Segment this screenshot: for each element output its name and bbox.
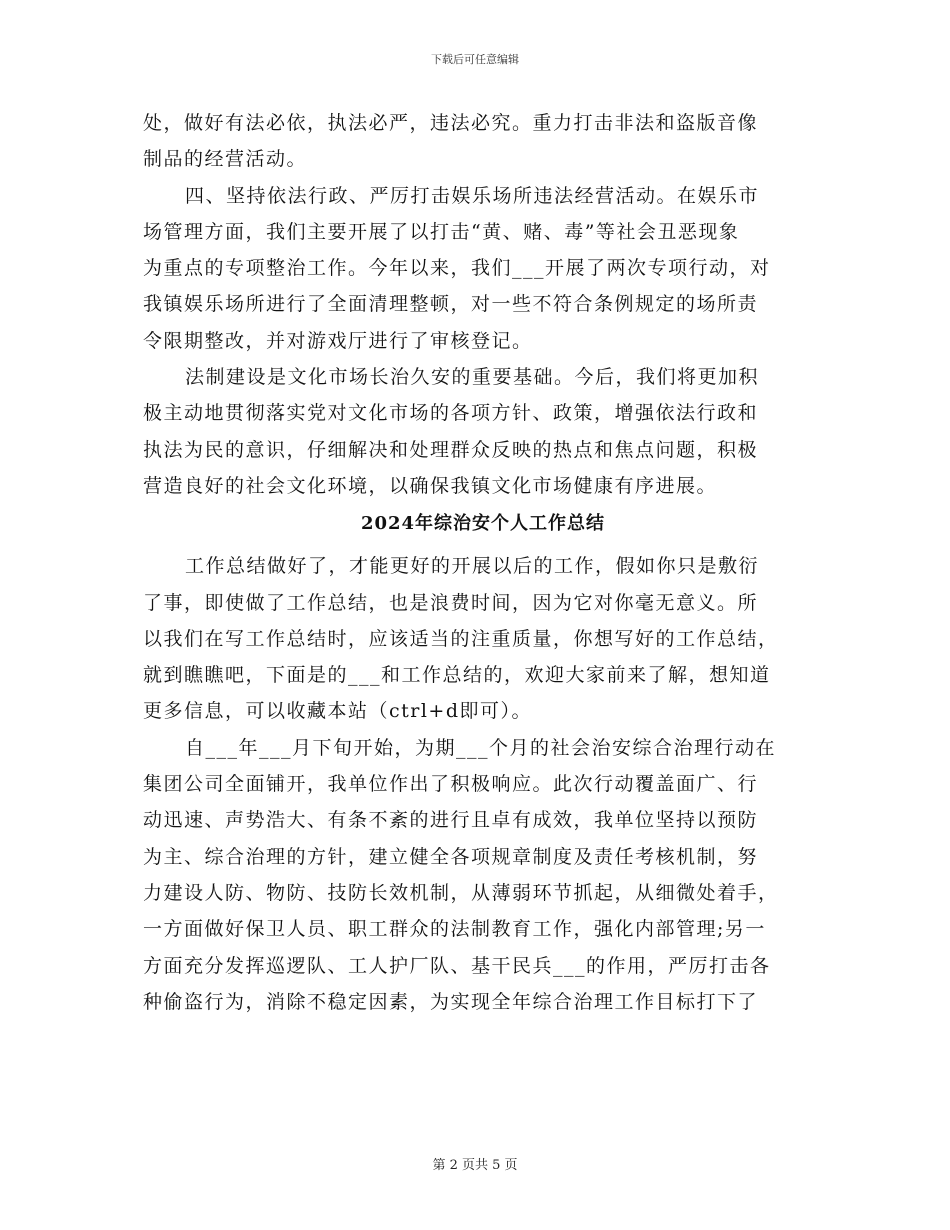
paragraph-security-action — [143, 730, 823, 1020]
paragraph-intro — [143, 548, 823, 729]
text-line: 种偷盗行为，消除不稳定因素，为实现全年综合治理工作目标打下了 — [143, 990, 759, 1013]
text-line: 处，做好有法必依，执法必严，违法必究。重力打击非法和盗版音像 — [143, 112, 759, 134]
text-line: 动迅速、声势浩大、有条不紊的进行且卓有成效，我单位坚持以预防 — [143, 809, 759, 832]
text-line: 方面充分发挥巡逻队、工人护厂队、基干民兵___的作用，严厉打击各 — [143, 954, 771, 977]
paragraph-continuation — [143, 105, 823, 178]
text-line: 了事，即使做了工作总结，也是浪费时间，因为它对你毫无意义。所 — [143, 591, 759, 614]
paragraph-entertainment-management — [143, 178, 823, 359]
section-heading: 2024年综治安个人工作总结 — [360, 513, 606, 535]
document-body — [143, 105, 823, 1020]
text-line: 力建设人防、物防、技防长效机制，从薄弱环节抓起，从细微处着手， — [143, 881, 779, 904]
text-line: 我镇娱乐场所进行了全面清理整顿，对一些不符合条例规定的场所责 — [143, 293, 759, 316]
text-line: 场管理方面，我们主要开展了以打击“黄、赌、毒”等社会丑恶现象 — [143, 220, 740, 243]
paragraph-legal-construction — [143, 359, 823, 504]
text-line: 就到瞧瞧吧，下面是的___和工作总结的，欢迎大家前来了解，想知道 — [143, 664, 771, 687]
text-line: 为主、综合治理的方针，建立健全各项规章制度及责任考核机制，努 — [143, 845, 759, 868]
text-line: 法制建设是文化市场长治久安的重要基础。今后，我们将更加积 — [185, 366, 760, 389]
text-line: 执法为民的意识，仔细解决和处理群众反映的热点和焦点问题，积极 — [143, 438, 759, 461]
text-line: 为重点的专项整治工作。今年以来，我们___开展了两次专项行动，对 — [143, 257, 771, 280]
text-line: 四、坚持依法行政、严厉打击娱乐场所违法经营活动。在娱乐市 — [185, 184, 760, 207]
text-line: 制品的经营活动。 — [143, 148, 308, 171]
text-line: 更多信息，可以收藏本站（ctrl+d即可）。 — [143, 700, 533, 723]
text-line: 以我们在写工作总结时，应该适当的注重质量，你想写好的工作总结， — [143, 627, 779, 650]
text-line: 自___年___月下旬开始，为期___个月的社会治安综合治理行动在 — [185, 736, 777, 759]
text-line: 营造良好的社会文化环境，以确保我镇文化市场健康有序进展。 — [143, 474, 718, 497]
text-line: 极主动地贯彻落实党对文化市场的各项方针、政策，增强依法行政和 — [143, 402, 759, 425]
page-header: 下载后可任意编辑 — [431, 53, 519, 66]
text-line: 工作总结做好了，才能更好的开展以后的工作，假如你只是敷衍 — [185, 555, 760, 578]
text-line: 令限期整改，并对游戏厅进行了审核登记。 — [143, 329, 533, 352]
page-number: 第 2 页共 5 页 — [432, 1158, 518, 1173]
text-line: 集团公司全面铺开，我单位作出了积极响应。此次行动覆盖面广、行 — [143, 773, 759, 796]
text-line: 一方面做好保卫人员、职工群众的法制教育工作，强化内部管理;另一 — [143, 918, 766, 941]
